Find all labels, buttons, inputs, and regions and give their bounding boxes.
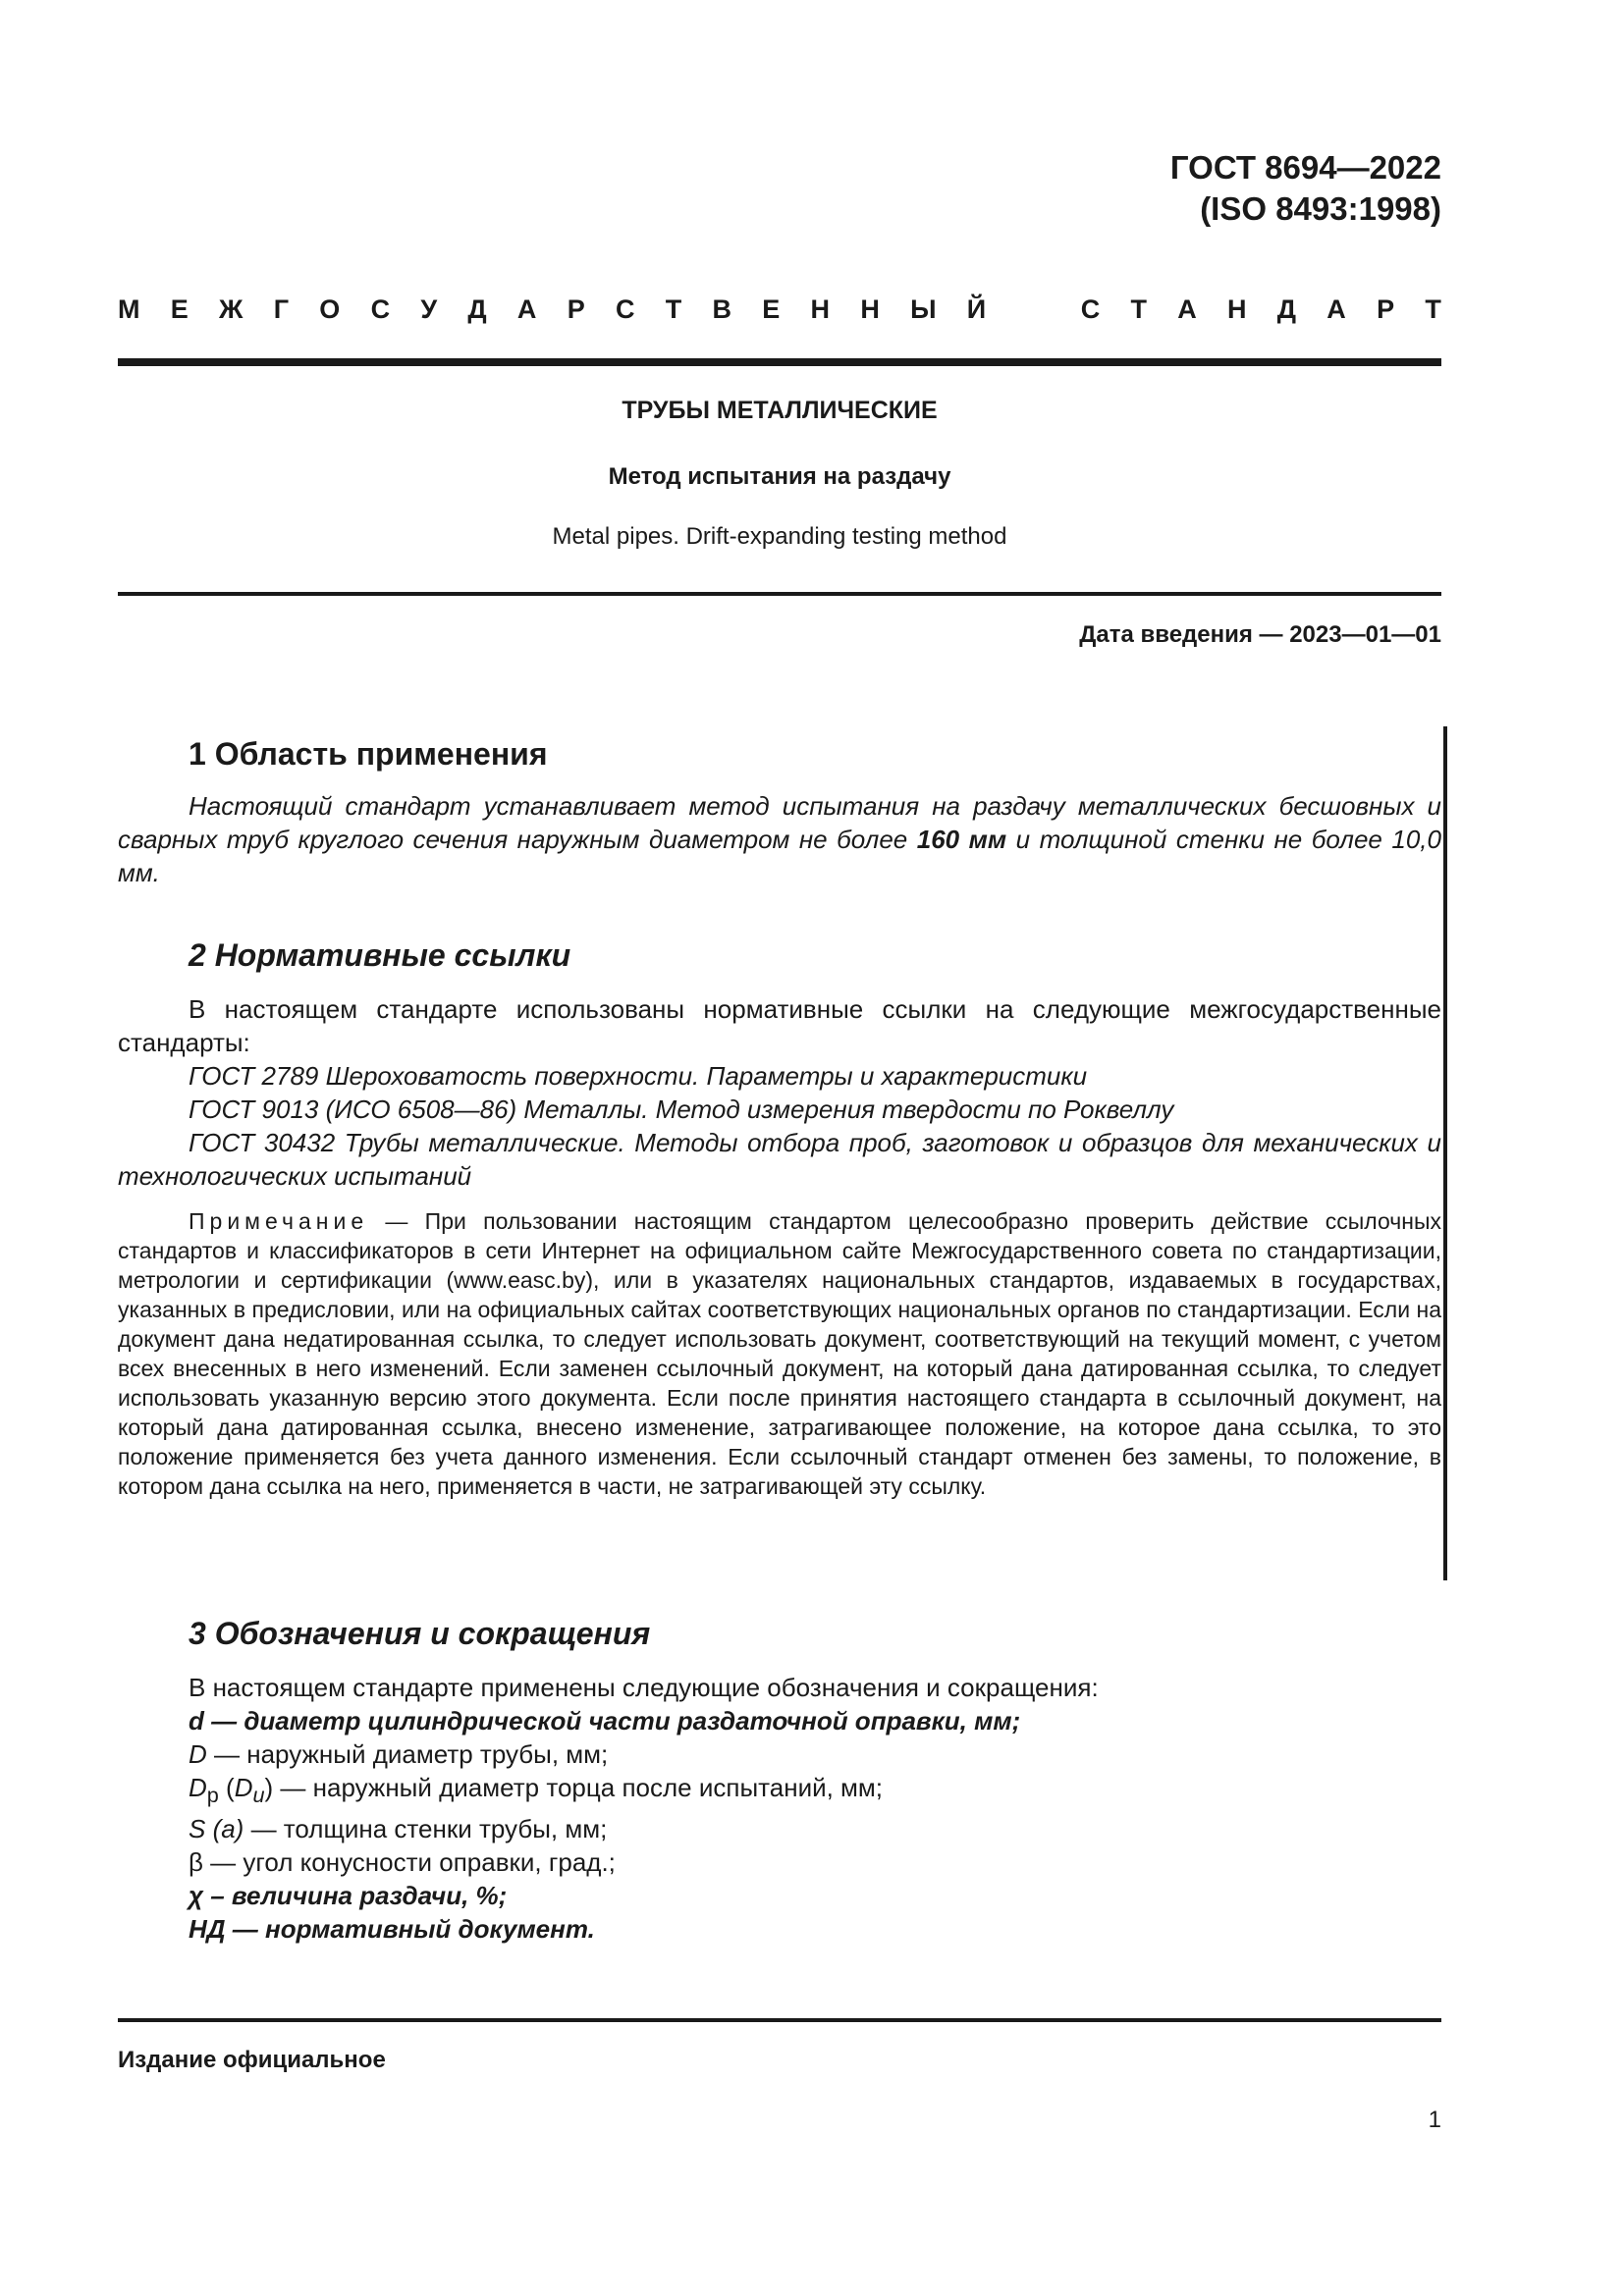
standard-number-block <box>1170 147 1441 230</box>
symbol-S-text: — толщина стенки трубы, мм; <box>244 1814 608 1844</box>
symbol-Dp <box>118 1771 1441 1812</box>
symbol-Dp-letter: D <box>189 1773 207 1802</box>
symbol-Du-subscript: u <box>252 1783 265 1808</box>
symbol-beta: β — угол конусности оправки, град.; <box>189 1847 616 1878</box>
banner-letter: Ы <box>910 294 937 324</box>
banner-letter: Н <box>860 294 880 324</box>
section-1-text-bold: 160 мм <box>916 825 1007 854</box>
reference-gost-30432: ГОСТ 30432 Трубы металлические. Методы отбора проб, заготовок и образцов для механических и технологических испытаний <box>118 1128 1441 1191</box>
section-scope <box>118 734 1441 889</box>
banner-letter: Е <box>762 294 781 324</box>
document-title-english: Metal pipes. Drift-expanding testing method <box>552 523 1007 550</box>
section-2-note <box>118 1206 1441 1501</box>
section-2-intro: В настоящем стандарте использованы нормативные ссылки на следующие межгосударственные стандарты: <box>118 994 1441 1057</box>
note-text: — При пользовании настоящим стандартом целесообразно проверить действие ссылочных стандартов и классификаторов в сети Интернет на официальном сайте Межгосударственного совета по стандартизации, метрологии и сертификации (www.easc.by), или в указателях национальных стандартов, издаваемых в государствах, указанных в предисловии, или на официальных сайтах соответствующих национальных органов по стандартизации. Если на документ дана недатированная ссылка, то следует использовать документ, соответствующий на текущий момент, с учетом всех внесенных в него изменений. Если заменен ссылочный документ, на который дана датированная ссылка, то следует использовать указанную версию этого документа. Если после принятия настоящего стандарта в ссылочный документ, на который дана датированная ссылка, внесено изменение, затрагивающее положение, на которое дана ссылка, то это положение применяется без учета данного изменения. Если ссылочный стандарт отменен без замены, то положение, в котором дана ссылка на него, применяется в части, не затрагивающей эту ссылку. <box>118 1208 1441 1499</box>
banner-letter: В <box>712 294 731 324</box>
banner-letter: Т <box>1130 294 1147 324</box>
banner-letter: Й <box>966 294 987 324</box>
section-1-text-b: и толщиной стенки не более 10,0 мм. <box>118 825 1441 887</box>
abbreviation-nd: НД — нормативный документ. <box>189 1914 595 1945</box>
symbol-Du-letter: D <box>234 1773 253 1802</box>
section-normative-references <box>118 935 1441 1501</box>
symbol-Dp-paren: ( <box>218 1773 235 1802</box>
title-rule <box>118 592 1441 596</box>
banner-letter: С <box>615 294 635 324</box>
footer-rule <box>118 2018 1441 2022</box>
banner-letter: А <box>516 294 537 324</box>
symbol-D-letter: D <box>189 1739 207 1769</box>
banner-letter: Т <box>665 294 682 324</box>
symbol-S <box>118 1812 1441 1845</box>
document-title: ТРУБЫ МЕТАЛЛИЧЕСКИЕ <box>622 397 938 424</box>
banner-letter: А <box>1326 294 1346 324</box>
banner-letter: С <box>370 294 391 324</box>
note-label: Примечание <box>189 1208 369 1234</box>
interstate-standard-banner <box>118 294 1441 330</box>
gost-number: ГОСТ 8694—2022 <box>1169 149 1441 186</box>
banner-letter: Ж <box>219 294 244 324</box>
document-subtitle: Метод испытания на раздачу <box>608 463 951 490</box>
symbol-D-text: — наружный диаметр трубы, мм; <box>206 1739 609 1769</box>
official-edition-label: Издание официальное <box>118 2047 386 2073</box>
banner-letter: Н <box>810 294 831 324</box>
change-marker-bar <box>1443 726 1447 1580</box>
section-1-heading: 1 Область применения <box>189 736 548 772</box>
banner-letter: У <box>420 294 438 324</box>
symbol-Dp-subscript: p <box>206 1783 219 1808</box>
banner-letter: Р <box>1377 294 1395 324</box>
banner-letter: М <box>118 294 140 324</box>
symbol-Dp-text: ) — наружный диаметр торца после испытаний, мм; <box>264 1773 884 1802</box>
banner-letter: О <box>319 294 341 324</box>
banner-letter: Д <box>467 294 487 324</box>
symbol-d: d — диаметр цилиндрической части раздаточной оправки, мм; <box>189 1706 1021 1735</box>
introduction-date: Дата введения — 2023—01—01 <box>1079 621 1441 648</box>
banner-letter: Д <box>1276 294 1297 324</box>
banner-letter: Р <box>567 294 585 324</box>
banner-letter: С <box>1080 294 1101 324</box>
reference-gost-9013: ГОСТ 9013 (ИСО 6508—86) Металлы. Метод измерения твердости по Роквеллу <box>189 1095 1174 1124</box>
symbol-D <box>118 1737 1441 1771</box>
banner-letter: Т <box>1425 294 1441 324</box>
symbol-S-letter: S (a) <box>189 1814 244 1844</box>
section-3-heading: 3 Обозначения и сокращения <box>189 1616 651 1651</box>
section-1-text-a: Настоящий стандарт устанавливает метод испытания на раздачу металлических бесшовных и сварных труб круглого сечения наружным диаметром не более <box>118 791 1441 854</box>
banner-letter: А <box>1177 294 1197 324</box>
banner-letter: Н <box>1227 294 1247 324</box>
banner-letter: Е <box>170 294 189 324</box>
header-rule <box>118 358 1441 366</box>
iso-number: (ISO 8493:1998) <box>1200 190 1441 227</box>
page-number: 1 <box>1428 2107 1441 2133</box>
section-1-paragraph <box>118 789 1441 889</box>
banner-letter: Г <box>273 294 290 324</box>
symbol-chi: χ – величина раздачи, %; <box>189 1881 508 1911</box>
section-symbols-abbreviations <box>118 1614 1441 1946</box>
section-3-intro: В настоящем стандарте применены следующие обозначения и сокращения: <box>189 1673 1099 1702</box>
reference-gost-2789: ГОСТ 2789 Шероховатость поверхности. Параметры и характеристики <box>189 1061 1088 1091</box>
section-2-heading: 2 Нормативные ссылки <box>189 937 571 973</box>
banner-word-gap <box>1016 294 1050 330</box>
